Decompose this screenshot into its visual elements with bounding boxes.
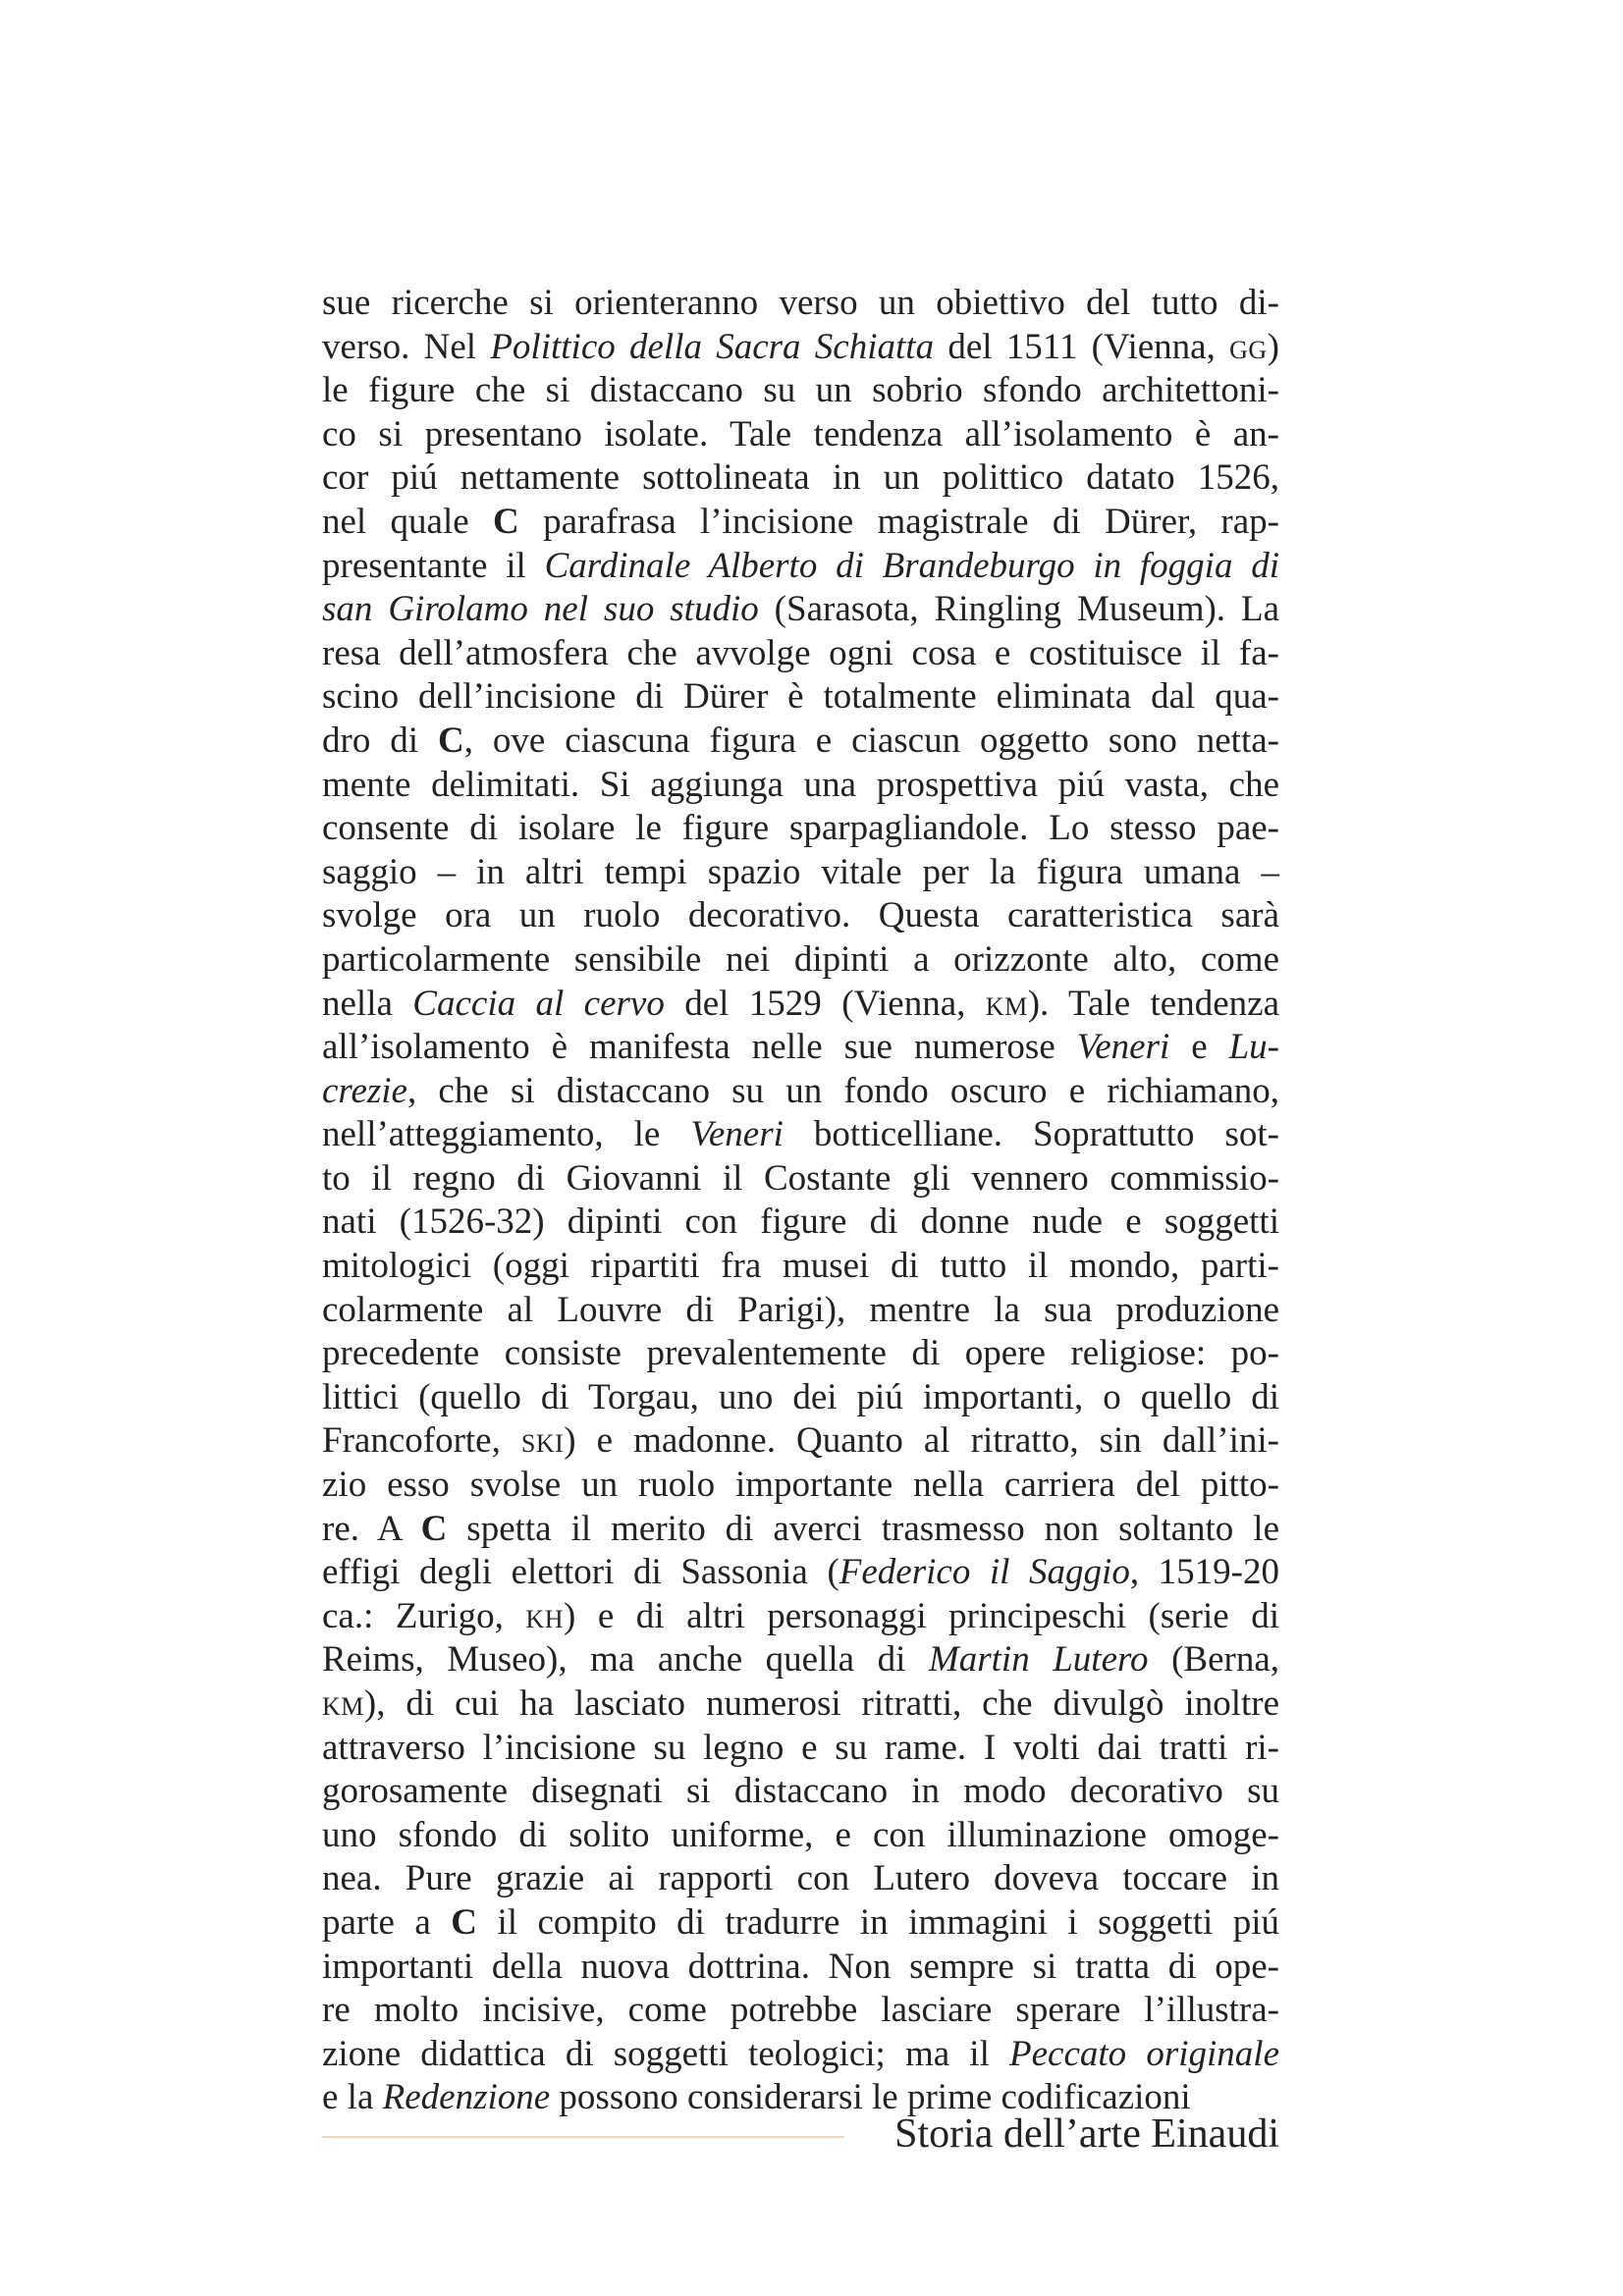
text-run: gorosamente disegnati si distaccano in modo decorativo su <box>322 1771 1279 1812</box>
text-run: ), di cui ha lasciato numerosi ritratti, che divulgò inoltre <box>363 1683 1279 1724</box>
text-run: verso. Nel <box>322 326 491 367</box>
text-run: all’isolamento è manifesta nelle sue numerose <box>322 1027 1077 1068</box>
text-run: , 1519-20 <box>1129 1552 1279 1593</box>
text-line <box>322 1508 1279 1552</box>
text-run: Reims, Museo), ma anche quella di <box>322 1639 929 1681</box>
text-run: e la <box>322 2077 383 2118</box>
text-run: attraverso l’incisione su legno e su rame. I volti dai tratti ri- <box>322 1727 1279 1768</box>
text-line <box>322 545 1279 589</box>
bold-abbreviation: C <box>493 501 519 542</box>
text-line <box>322 1289 1279 1333</box>
text-run: zio esso svolse un ruolo importante nella carriera del pitto- <box>322 1465 1279 1506</box>
text-run: le figure che si distaccano su un sobrio sfondo architettoni- <box>322 370 1279 411</box>
text-run: saggio – in altri tempi spazio vitale per la figura umana – <box>322 851 1279 892</box>
body-text <box>322 282 1279 2120</box>
text-line <box>322 1638 1279 1682</box>
text-line <box>322 1332 1279 1376</box>
text-run: parte a <box>322 1901 452 1943</box>
text-run: littici (quello di Torgau, uno dei piú importanti, o quello di <box>322 1376 1279 1417</box>
text-run: re. A <box>322 1508 421 1549</box>
text-line <box>322 1727 1279 1771</box>
text-run: possono considerarsi le prime codificazioni <box>550 2077 1191 2118</box>
text-run: e <box>1169 1027 1229 1068</box>
italic-title: Caccia al cervo <box>412 983 665 1024</box>
italic-title: Peccato originale <box>1009 2033 1279 2074</box>
text-line <box>322 1946 1279 1990</box>
text-run: importanti della nuova dottrina. Non sempre si tratta di ope- <box>322 1946 1279 1987</box>
italic-title: crezie <box>322 1070 407 1111</box>
text-line <box>322 1551 1279 1595</box>
text-line <box>322 1376 1279 1420</box>
text-line <box>322 1464 1279 1508</box>
italic-title: Cardinale Alberto di Brandeburgo in foggia di <box>544 545 1279 586</box>
text-run: nel quale <box>322 501 493 542</box>
collection-abbreviation: gg <box>1229 326 1268 367</box>
text-line <box>322 282 1279 326</box>
text-run: ) <box>1267 326 1279 367</box>
text-line <box>322 720 1279 764</box>
text-run: (Sarasota, Ringling Museum). La <box>758 589 1280 630</box>
text-run: il compito di tradurre in immagini i soggetti piú <box>477 1901 1279 1943</box>
italic-title: san Girolamo nel suo studio <box>322 589 759 630</box>
text-run: spetta il merito di averci trasmesso non soltanto le <box>447 1508 1279 1549</box>
text-line <box>322 326 1279 370</box>
text-run: uno sfondo di solito uniforme, e con illuminazione omoge- <box>322 1814 1279 1855</box>
text-line <box>322 675 1279 720</box>
text-line <box>322 413 1279 457</box>
text-run: sue ricerche si orienteranno verso un obiettivo del tutto di- <box>322 283 1279 323</box>
text-run: dro di <box>322 720 438 761</box>
text-run: to il regno di Giovanni il Costante gli vennero commissio- <box>322 1157 1279 1199</box>
text-run: , ove ciascuna figura e ciascun oggetto sono netta- <box>463 720 1279 761</box>
text-line <box>322 807 1279 851</box>
italic-title: Veneri <box>690 1114 784 1155</box>
text-line <box>322 2033 1279 2077</box>
italic-title: Veneri <box>1076 1027 1170 1068</box>
italic-title: Lu- <box>1228 1027 1279 1068</box>
text-run: nella <box>322 983 413 1024</box>
text-line <box>322 1682 1279 1727</box>
text-run: particolarmente sensibile nei dipinti a orizzonte alto, come <box>322 938 1279 980</box>
text-run: (Berna, <box>1148 1639 1279 1681</box>
text-line <box>322 501 1279 545</box>
text-run: scino dell’incisione di Dürer è totalmente eliminata dal qua- <box>322 676 1279 718</box>
text-line <box>322 764 1279 808</box>
text-line <box>322 1070 1279 1114</box>
text-run: svolge ora un ruolo decorativo. Questa caratteristica sarà <box>322 895 1279 936</box>
collection-abbreviation: kh <box>525 1595 564 1636</box>
text-run: re molto incisive, come potrebbe lasciare sperare l’illustra- <box>322 1990 1279 2031</box>
bold-abbreviation: C <box>420 1508 448 1549</box>
text-run: presentante il <box>322 545 545 586</box>
text-run: nati (1526-32) dipinti con figure di donne nude e soggetti <box>322 1201 1279 1243</box>
bold-abbreviation: C <box>437 720 464 761</box>
text-line <box>322 894 1279 938</box>
collection-abbreviation: ski <box>520 1420 565 1462</box>
text-run: cor piú nettamente sottolineata in un polittico datato 1526, <box>322 457 1279 499</box>
text-line <box>322 1026 1279 1070</box>
italic-title: Martin Lutero <box>928 1639 1149 1681</box>
text-run: , che si distaccano su un fondo oscuro e richiamano, <box>406 1070 1279 1111</box>
italic-title: Federico il Saggio <box>839 1552 1130 1593</box>
text-run: nea. Pure grazie ai rapporti con Lutero doveva toccare in <box>322 1858 1279 1899</box>
text-line <box>322 632 1279 676</box>
text-run: precedente consiste prevalentemente di opere religiose: po- <box>322 1333 1279 1374</box>
text-run: consente di isolare le figure sparpagliandole. Lo stesso pae- <box>322 808 1279 849</box>
text-run: colarmente al Louvre di Parigi), mentre la sua produzione <box>322 1289 1279 1330</box>
text-run: botticelliane. Soprattutto sot- <box>783 1114 1280 1155</box>
collection-abbreviation: km <box>985 983 1028 1024</box>
text-line <box>322 588 1279 632</box>
text-line <box>322 1419 1279 1464</box>
text-run: zione didattica di soggetti teologici; ma il <box>322 2033 1010 2074</box>
bold-abbreviation: C <box>451 1901 477 1943</box>
footer-title: Storia dell’arte Einaudi <box>894 2111 1279 2157</box>
text-line <box>322 1814 1279 1858</box>
text-run: Francoforte, <box>322 1420 521 1462</box>
text-run: mitologici (oggi ripartiti fra musei di tutto il mondo, parti- <box>322 1246 1279 1287</box>
text-run: co si presentano isolate. Tale tendenza all’isolamento è an- <box>322 413 1279 454</box>
text-line <box>322 1113 1279 1157</box>
text-line <box>322 369 1279 413</box>
collection-abbreviation: km <box>322 1683 364 1724</box>
text-line <box>322 1201 1279 1245</box>
text-run: resa dell’atmosfera che avvolge ogni cosa e costituisce il fa- <box>322 632 1279 673</box>
text-line <box>322 938 1279 983</box>
text-line <box>322 1901 1279 1946</box>
text-run: del 1511 (Vienna, <box>934 326 1230 367</box>
text-run: ) e di altri personaggi principeschi (serie di <box>563 1595 1279 1636</box>
text-run: ). Tale tendenza <box>1027 983 1279 1024</box>
text-run: nell’atteggiamento, le <box>322 1114 691 1155</box>
text-line <box>322 983 1279 1027</box>
italic-title: Polittico della Sacra Schiatta <box>490 326 935 367</box>
text-run: effigi degli elettori di Sassonia ( <box>322 1552 839 1593</box>
text-run: ) e madonne. Quanto al ritratto, sin dall’ini- <box>564 1420 1279 1462</box>
text-run: del 1529 (Vienna, <box>664 983 986 1024</box>
text-line <box>322 1245 1279 1289</box>
text-run: parafrasa l’incisione magistrale di Dürer, rap- <box>518 501 1279 542</box>
italic-title: Redenzione <box>382 2077 551 2118</box>
text-line <box>322 456 1279 501</box>
text-line <box>322 1157 1279 1201</box>
text-line <box>322 1989 1279 2033</box>
text-run: ca.: Zurigo, <box>322 1595 526 1636</box>
text-run: mente delimitati. Si aggiunga una prospettiva piú vasta, che <box>322 764 1279 805</box>
text-line <box>322 1770 1279 1814</box>
text-line <box>322 1857 1279 1901</box>
text-line <box>322 1595 1279 1639</box>
footer-rule <box>322 2136 844 2138</box>
text-line <box>322 851 1279 895</box>
